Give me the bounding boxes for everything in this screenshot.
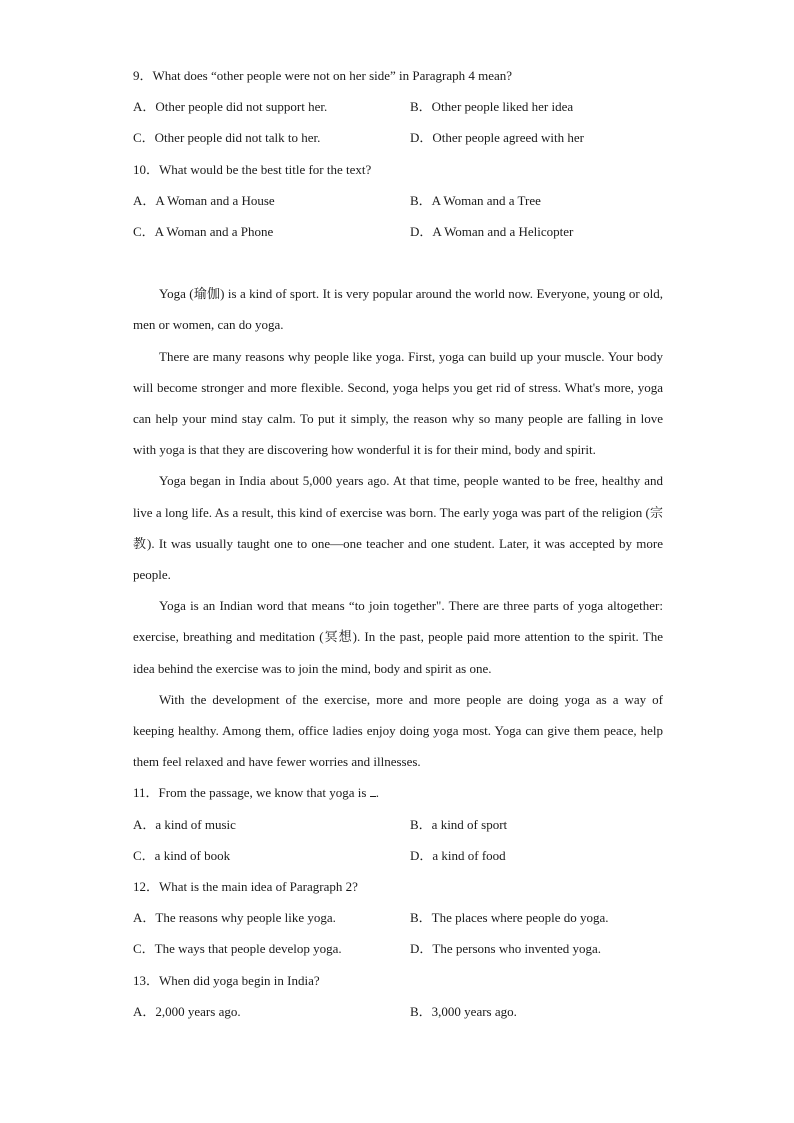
passage-paragraph-4: Yoga is an Indian word that means “to join together". There are three parts of yoga altogether: exercise, breathing and meditation (冥想). In the past, people paid more attention to the spirit. The idea behind the exercise was to join the mind, body and spirit as one. xyxy=(133,598,663,676)
question-9-option-c[interactable]: C．Other people did not talk to her. xyxy=(133,130,321,146)
question-13-option-b[interactable]: B．3,000 years ago. xyxy=(410,1003,517,1019)
question-10-option-a[interactable]: A．A Woman and a House xyxy=(133,192,275,208)
question-9-option-a[interactable]: A．Other people did not support her. xyxy=(133,99,328,115)
question-11-stem xyxy=(133,777,663,808)
question-12-option-c[interactable]: C．The ways that people develop yoga. xyxy=(133,941,342,957)
question-10-option-d[interactable]: D．A Woman and a Helicopter xyxy=(410,223,574,239)
question-11-stem-end: . xyxy=(375,785,379,801)
question-9-options-row2 xyxy=(133,122,663,153)
question-10-option-b[interactable]: B．A Woman and a Tree xyxy=(410,192,541,208)
question-12-option-b[interactable]: B．The places where people do yoga. xyxy=(410,910,609,926)
question-9-option-d[interactable]: D．Other people agreed with her xyxy=(410,130,584,146)
question-11-option-a[interactable]: A．a kind of music xyxy=(133,816,236,832)
question-12-options-row1 xyxy=(133,902,663,933)
question-12-options-row2 xyxy=(133,933,663,964)
question-10-stem: 10．What would be the best title for the text? xyxy=(133,161,372,177)
question-11-option-b[interactable]: B．a kind of sport xyxy=(410,816,508,832)
question-9-options-row1 xyxy=(133,91,663,122)
question-10-option-c[interactable]: C．A Woman and a Phone xyxy=(133,223,274,239)
question-9-option-b[interactable]: B．Other people liked her idea xyxy=(410,99,574,115)
question-11-options-row2 xyxy=(133,840,663,871)
question-9-stem: 9．What does “other people were not on her side” in Paragraph 4 mean? xyxy=(133,68,513,83)
question-13-options-row1 xyxy=(133,996,663,1027)
question-13-option-a[interactable]: A．2,000 years ago. xyxy=(133,1003,241,1019)
question-12-option-d[interactable]: D．The persons who invented yoga. xyxy=(410,941,601,957)
document-page xyxy=(133,60,663,1027)
question-11-stem-text: 11．From the passage, we know that yoga is xyxy=(133,785,370,801)
question-13-stem: 13．When did yoga begin in India? xyxy=(133,972,320,988)
question-11-option-c[interactable]: C．a kind of book xyxy=(133,847,231,863)
question-12-stem: 12．What is the main idea of Paragraph 2? xyxy=(133,878,358,894)
question-11-option-d[interactable]: D．a kind of food xyxy=(410,847,506,863)
passage-paragraph-5: With the development of the exercise, more and more people are doing yoga as a way of keeping healthy. Among them, office ladies enjoy doing yoga most. Yoga can give them peace, help them feel relaxed and have fewer worries and illnesses. xyxy=(133,691,663,770)
question-10-options-row1 xyxy=(133,185,663,216)
passage-paragraph-1: Yoga (瑜伽) is a kind of sport. It is very popular around the world now. Everyone, young or old, men or women, can do yoga. xyxy=(133,286,663,333)
passage-paragraph-2: There are many reasons why people like yoga. First, yoga can build up your muscle. Your body will become stronger and more flexible. Second, yoga helps you get rid of stress. What's more, yoga can help your mind stay calm. To put it simply, the reason why so many people are falling in love with yoga is that they are discovering how wonderful it is for their mind, body and spirit. xyxy=(133,348,663,458)
question-12-option-a[interactable]: A．The reasons why people like yoga. xyxy=(133,910,336,926)
question-10-options-row2 xyxy=(133,216,663,247)
passage-paragraph-3: Yoga began in India about 5,000 years ago. At that time, people wanted to be free, healthy and live a long life. As a result, this kind of exercise was born. The early yoga was part of the religion (宗教). It was usually taught one to one—one teacher and one student. Later, it was accepted by more people. xyxy=(133,473,663,582)
section-spacer xyxy=(133,247,663,278)
question-11-options-row1 xyxy=(133,809,663,840)
